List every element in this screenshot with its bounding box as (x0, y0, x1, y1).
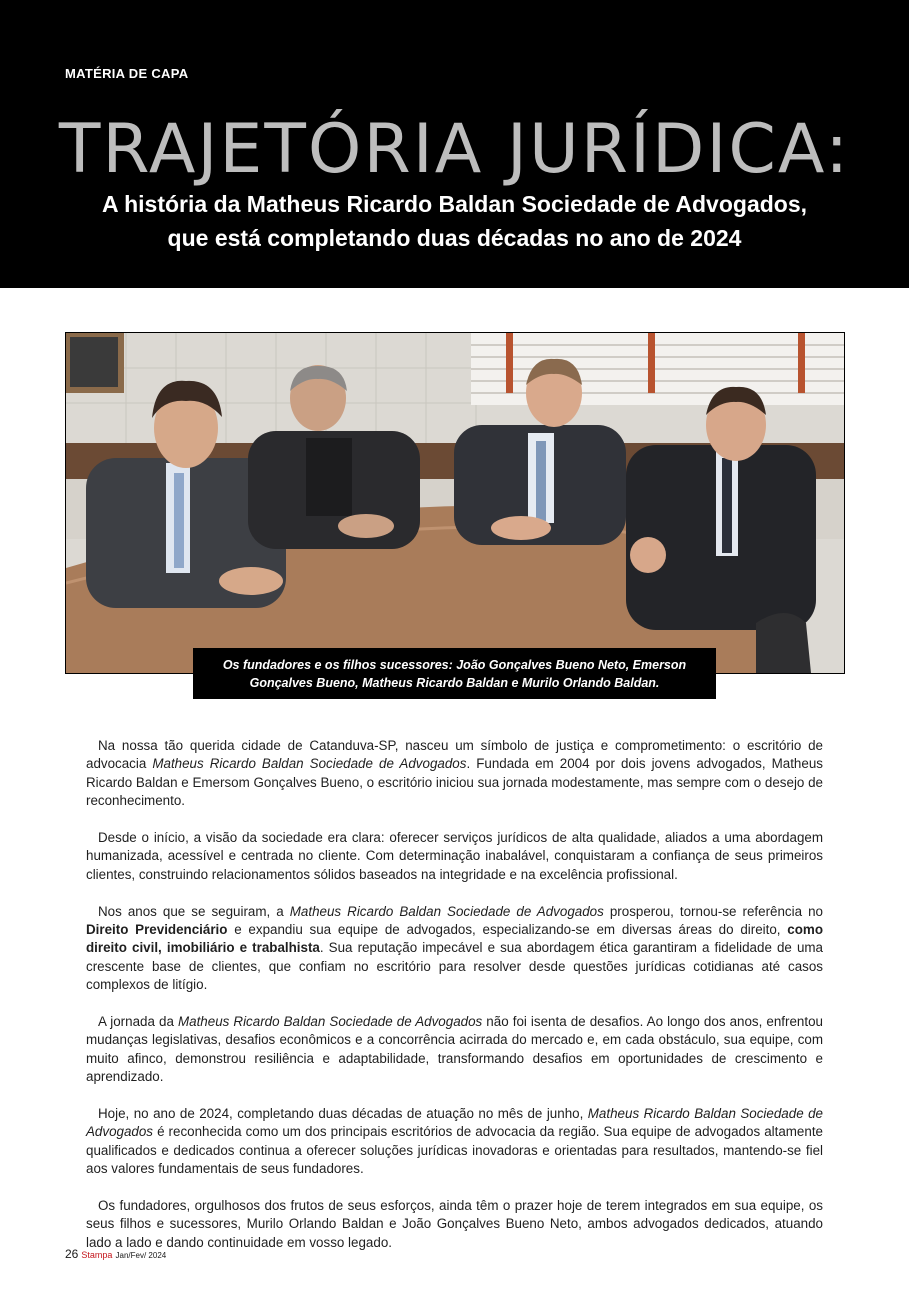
magazine-brand: Stampa (81, 1250, 113, 1260)
group-photo (65, 332, 845, 674)
page-footer (65, 1247, 166, 1261)
text: não foi isenta de desafios. Ao longo dos anos, enfrentou mudanças legislativas, desafios econômicos e a concorrência acirrada do mercado e, em cada obstáculo, sua equipe, com muito afinco, demonstrou resiliência e adaptabilidade, transformando desafios em oportunidades de crescimento e aprendizado. (86, 1014, 823, 1085)
text: . Sua reputação impecável e sua abordagem ética garantiram a fidelidade de uma crescente base de clientes, que confiam no escritório para resolver desde questões jurídicas cotidianas até casos complexos de litígio. (86, 940, 823, 993)
paragraph-4 (86, 1013, 823, 1087)
subtitle-line-1: A história da Matheus Ricardo Baldan Sociedade de Advogados, (101, 191, 808, 217)
text: Hoje, no ano de 2024, completando duas décadas de atuação no mês de junho, (98, 1106, 588, 1122)
text: e expandiu sua equipe de advogados, especializando-se em diversas áreas do direito, (227, 922, 788, 938)
text: prosperou, tornou-se referência no (603, 903, 823, 919)
page-number: 26 (65, 1247, 79, 1261)
paragraph-6: Os fundadores, orgulhosos dos frutos de seus esforços, ainda têm o prazer hoje de terem integrados em sua equipe, os seus filhos e sucessores, Murilo Orlando Baldan e João Gonçalves Bueno Neto, ambos advogados dedicados, atuando lado a lado e dando continuidade em vosso legado. (86, 1198, 823, 1250)
text: é reconhecida como um dos principais escritórios de advocacia da região. Sua equipe de advogados altamente qualificados e dedicados continua a oferecer soluções jurídicas inovadoras e orientadas para resultados, mantendo-se fiel aos valores fundamentais de seus fundadores. (86, 1124, 823, 1177)
text: . Fundada em 2004 por dois jovens advogados, Matheus Ricardo Baldan e Emersom Gonçalves Bueno, o escritório iniciou sua jornada modestamente, mas sempre com o desejo de reconhecimento. (86, 756, 823, 809)
firm-name: Matheus Ricardo Baldan Sociedade de Advogados (289, 903, 604, 919)
caption-line-1: Os fundadores e os filhos sucessores: João Gonçalves Bueno Neto, Emerson (222, 657, 687, 672)
page-subtitle (40, 187, 869, 255)
group-photo-illustration (66, 333, 844, 673)
firm-name: Matheus Ricardo Baldan Sociedade de Advogados (152, 756, 467, 772)
paragraph-2: Desde o início, a visão da sociedade era clara: oferecer serviços jurídicos de alta qualidade, aliados a uma abordagem humanizada, acessível e centrada no cliente. Com determinação inabalável, conquistaram a confiança de seus primeiros clientes, construindo relacionamentos sólidos baseados na integridade e na excelência profissional. (86, 830, 823, 882)
page-title: TRAJETÓRIA JURÍDICA: (58, 110, 851, 189)
firm-name: Matheus Ricardo Baldan Sociedade de Advogados (86, 1106, 823, 1140)
subtitle-line-2: que está completando duas décadas no ano de 2024 (167, 225, 742, 251)
paragraph-5 (86, 1105, 823, 1179)
paragraph-1 (86, 737, 823, 811)
cover-header (0, 0, 909, 288)
issue-date: Jan/Fev/ 2024 (115, 1251, 167, 1260)
highlight: como direito civil, imobiliário e trabalhista (86, 922, 824, 956)
firm-name: Matheus Ricardo Baldan Sociedade de Advogados (177, 1014, 483, 1030)
photo-caption (193, 648, 716, 699)
text: Na nossa tão querida cidade de Catanduva-SP, nasceu um símbolo de justiça e comprometimento: o escritório de advocacia (86, 738, 823, 772)
text: Nos anos que se seguiram, a (98, 903, 290, 919)
caption-line-2: Gonçalves Bueno, Matheus Ricardo Baldan e Murilo Orlando Baldan. (249, 675, 660, 690)
highlight: Direito Previdenciário (86, 922, 228, 938)
section-label: MATÉRIA DE CAPA (65, 66, 189, 81)
text: A jornada da (98, 1014, 178, 1030)
paragraph-3 (86, 903, 823, 995)
article-body (86, 737, 823, 1271)
